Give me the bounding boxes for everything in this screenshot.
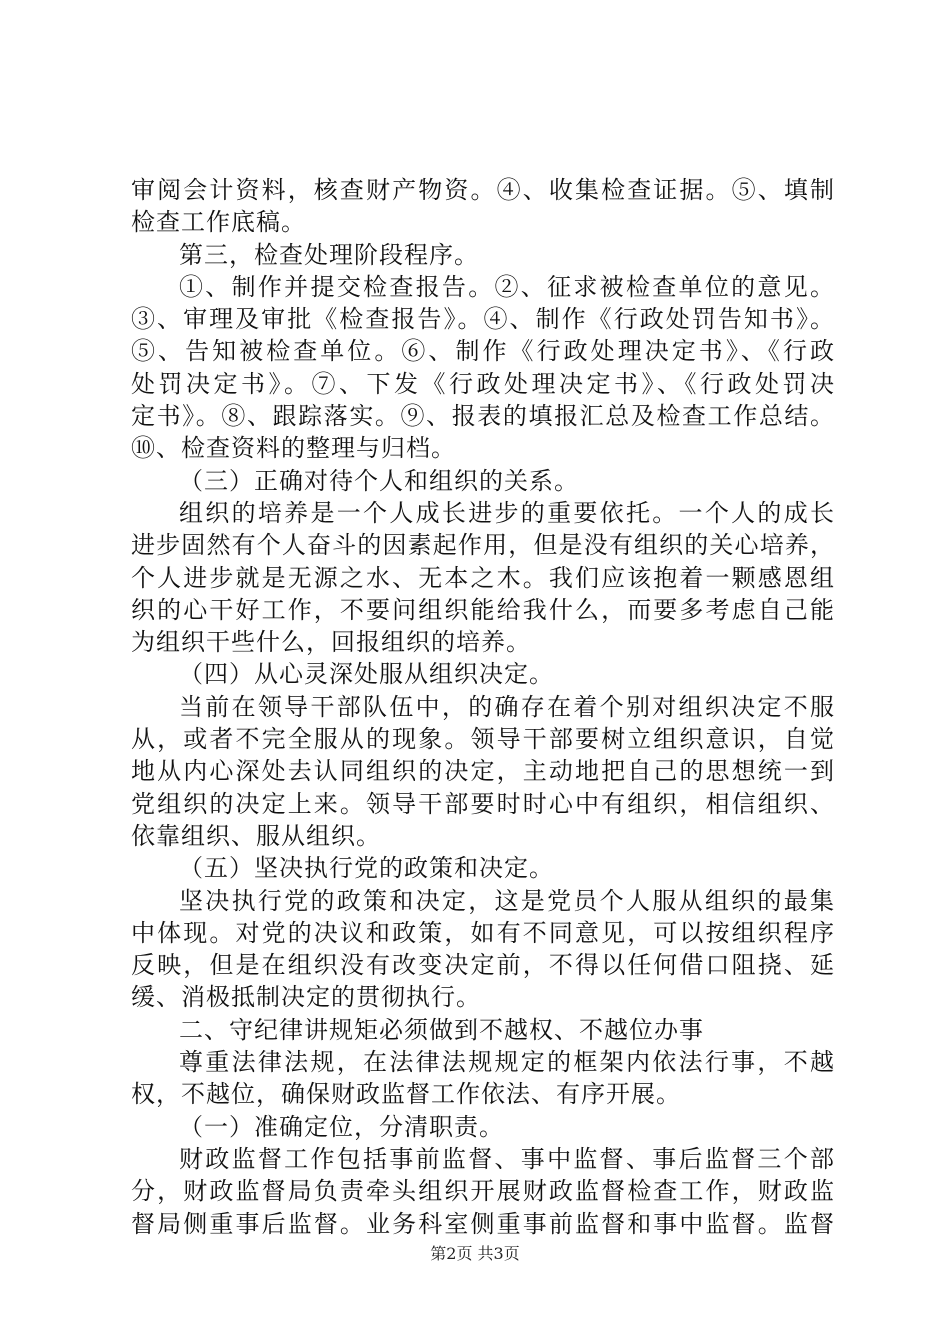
text-line: 处罚决定书》。⑦、下发《行政处理决定书》、《行政处罚决 — [131, 369, 835, 398]
text-line: 定书》。⑧、跟踪落实。⑨、报表的填报汇总及检查工作总结。 — [131, 402, 835, 431]
text-line: （五）坚决执行党的政策和决定。 — [179, 854, 554, 883]
text-line: 权，不越位，确保财政监督工作依法、有序开展。 — [131, 1080, 681, 1109]
text-line: 财政监督工作包括事前监督、事中监督、事后监督三个部 — [179, 1144, 835, 1173]
text-line: ③、审理及审批《检查报告》。④、制作《行政处罚告知书》。 — [131, 305, 835, 334]
text-line: 依靠组织、服从组织。 — [131, 821, 381, 850]
text-line: 反映，但是在组织没有改变决定前，不得以任何借口阻挠、延 — [131, 951, 835, 980]
text-line: 第三，检查处理阶段程序。 — [179, 240, 479, 269]
text-line: （一）准确定位，分清职责。 — [179, 1112, 504, 1141]
text-line: 二、守纪律讲规矩必须做到不越权、不越位办事 — [179, 1015, 704, 1044]
text-line: （四）从心灵深处服从组织决定。 — [179, 660, 554, 689]
text-line: 分，财政监督局负责牵头组织开展财政监督检查工作，财政监 — [131, 1177, 835, 1206]
text-line: ⑤、告知被检查单位。⑥、制作《行政处理决定书》、《行政 — [131, 337, 835, 366]
text-line: 组织的培养是一个人成长进步的重要依托。一个人的成长 — [179, 498, 835, 527]
text-line: 审阅会计资料，核查财产物资。④、收集检查证据。⑤、填制 — [131, 176, 835, 204]
text-line: 个人进步就是无源之水、无本之木。我们应该抱着一颗感恩组 — [131, 563, 835, 592]
text-line: ①、制作并提交检查报告。②、征求被检查单位的意见。 — [179, 272, 835, 301]
text-line: （三）正确对待个人和组织的关系。 — [179, 466, 579, 495]
text-line: 进步固然有个人奋斗的因素起作用，但是没有组织的关心培养， — [131, 531, 835, 560]
text-line: 坚决执行党的政策和决定，这是党员个人服从组织的最集 — [179, 886, 835, 915]
text-line: 地从内心深处去认同组织的决定，主动地把自己的思想统一到 — [131, 757, 835, 786]
text-line: 为组织干些什么，回报组织的培养。 — [131, 628, 531, 657]
text-line: 党组织的决定上来。领导干部要时时心中有组织，相信组织、 — [131, 789, 835, 818]
text-line: ⑩、检查资料的整理与归档。 — [131, 434, 456, 463]
text-line: 当前在领导干部队伍中，的确存在着个别对组织决定不服 — [179, 692, 835, 721]
text-line: 检查工作底稿。 — [131, 208, 306, 237]
text-line: 从，或者不完全服从的现象。领导干部要树立组织意识，自觉 — [131, 725, 835, 754]
text-line: 中体现。对党的决议和政策，如有不同意见，可以按组织程序 — [131, 918, 835, 947]
text-line: 缓、消极抵制决定的贯彻执行。 — [131, 983, 481, 1012]
document-body — [131, 174, 835, 1240]
text-line: 尊重法律法规，在法律法规规定的框架内依法行事，不越 — [179, 1048, 835, 1077]
text-line: 督局侧重事后监督。业务科室侧重事前监督和事中监督。监督 — [131, 1209, 835, 1238]
page-number-footer: 第2页 共3页 — [430, 1244, 520, 1263]
text-line: 织的心干好工作，不要问组织能给我什么，而要多考虑自己能 — [131, 595, 835, 624]
